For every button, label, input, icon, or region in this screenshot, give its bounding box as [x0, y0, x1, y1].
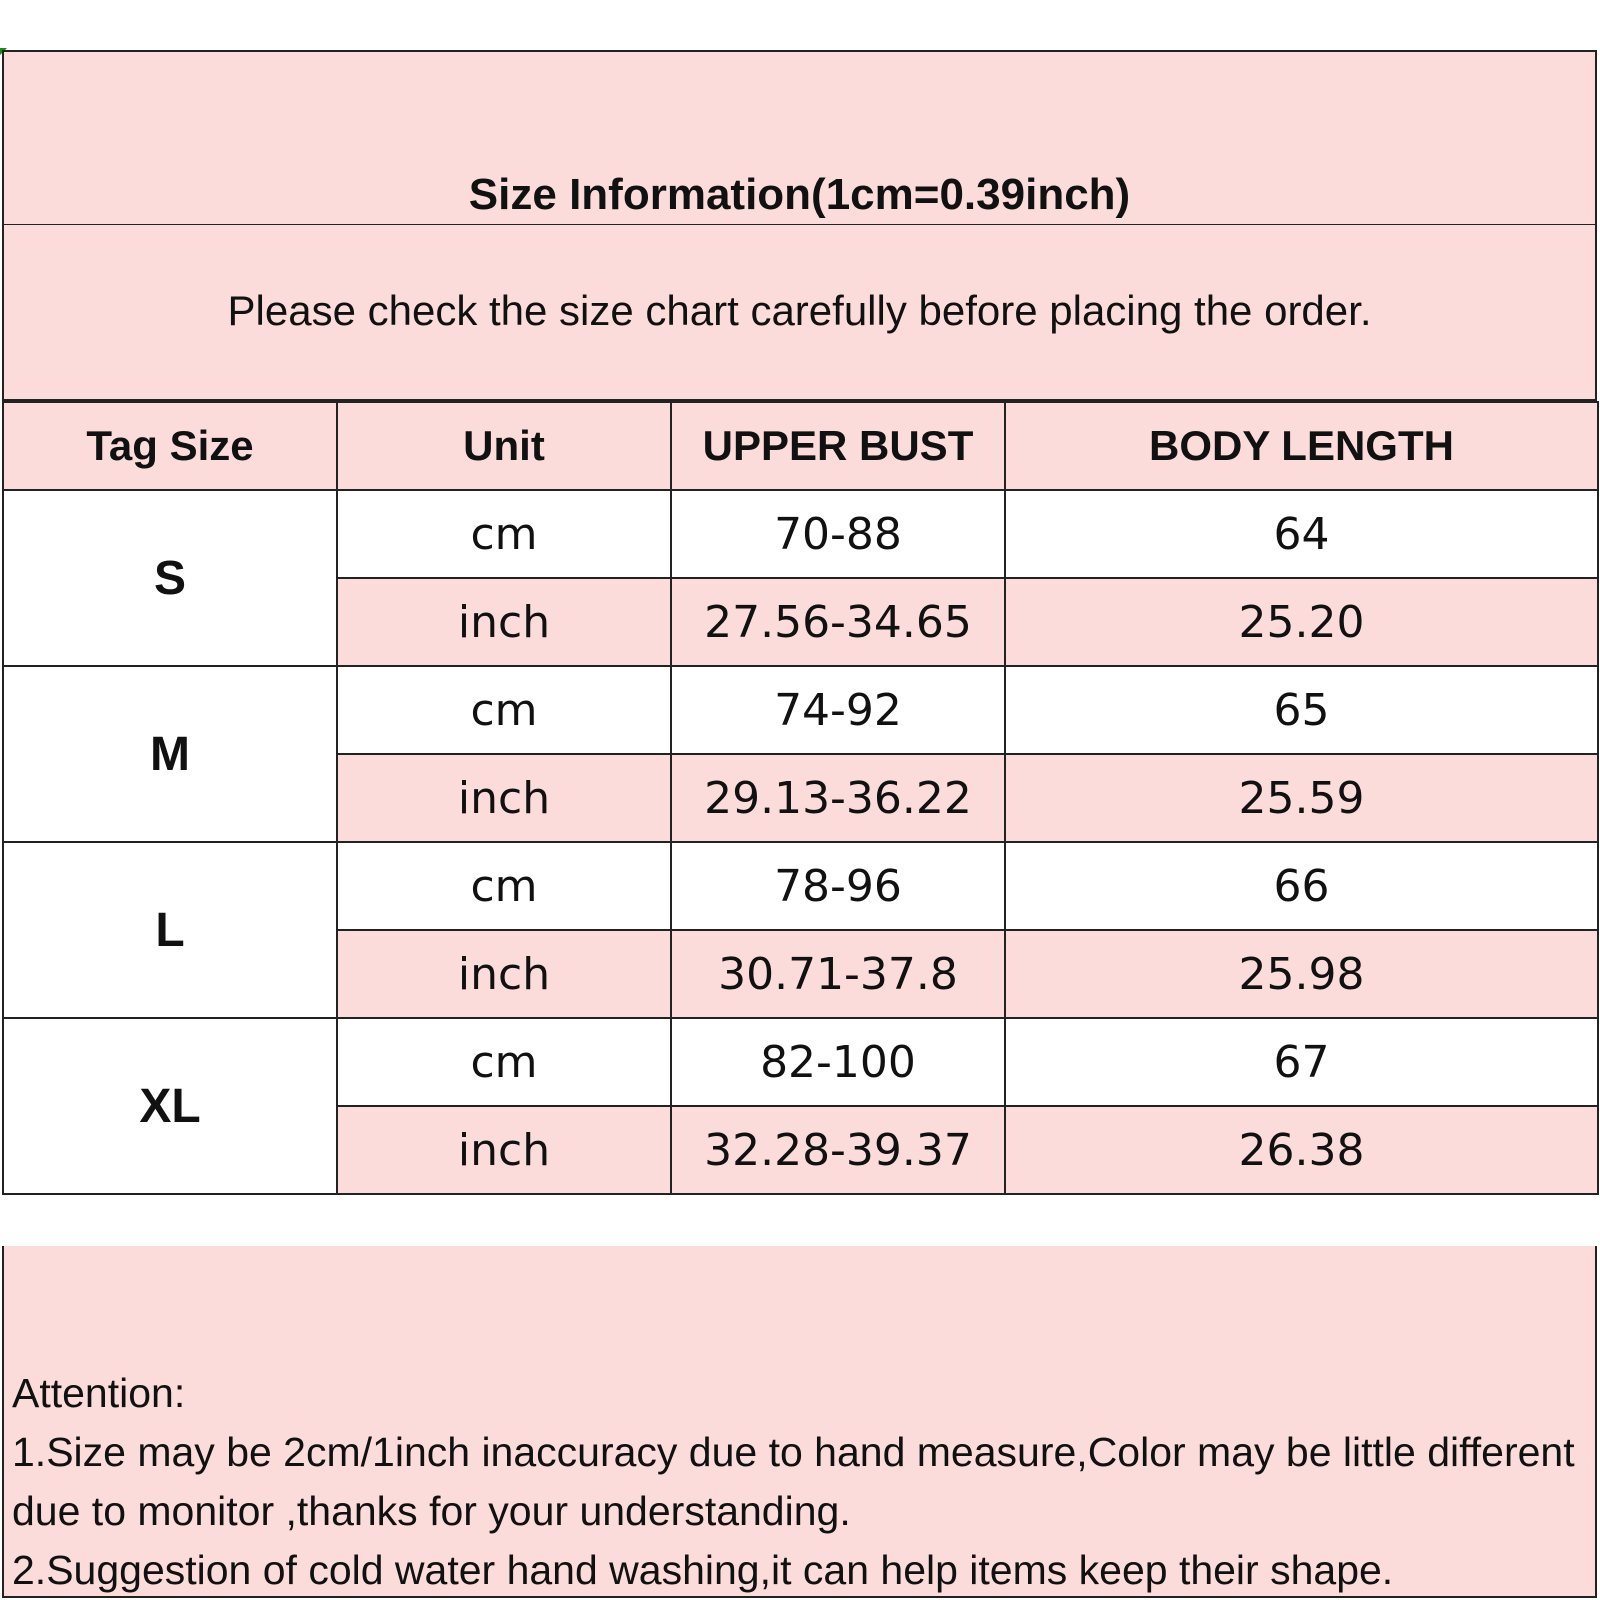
attention-panel	[2, 1246, 1597, 1598]
upper-bust-cell: 70-88	[671, 490, 1005, 578]
unit-cell: cm	[337, 666, 671, 754]
size-table	[2, 401, 1599, 1195]
body-length-cell: 25.20	[1005, 578, 1598, 666]
header-unit: Unit	[337, 402, 671, 490]
body-length-cell: 66	[1005, 842, 1598, 930]
unit-cell: inch	[337, 578, 671, 666]
body-length-cell: 64	[1005, 490, 1598, 578]
header-body-length: BODY LENGTH	[1005, 402, 1598, 490]
unit-cell: cm	[337, 490, 671, 578]
unit-cell: inch	[337, 754, 671, 842]
chart-title: Size Information(1cm=0.39inch)	[468, 170, 1131, 219]
table-row	[3, 490, 1598, 578]
upper-bust-cell: 82-100	[671, 1018, 1005, 1106]
upper-bust-cell: 27.56-34.65	[671, 578, 1005, 666]
upper-bust-cell: 32.28-39.37	[671, 1106, 1005, 1194]
upper-bust-cell: 30.71-37.8	[671, 930, 1005, 1018]
body-length-cell: 67	[1005, 1018, 1598, 1106]
table-row	[3, 1018, 1598, 1106]
tag-size-cell: S	[3, 490, 337, 666]
attention-heading: Attention:	[12, 1370, 186, 1416]
body-length-cell: 26.38	[1005, 1106, 1598, 1194]
body-length-cell: 65	[1005, 666, 1598, 754]
upper-bust-cell: 78-96	[671, 842, 1005, 930]
unit-cell: inch	[337, 1106, 671, 1194]
tag-size-cell: L	[3, 842, 337, 1018]
header-tag-size: Tag Size	[3, 402, 337, 490]
table-row	[3, 666, 1598, 754]
header-upper-bust: UPPER BUST	[671, 402, 1005, 490]
attention-line-2: 2.Suggestion of cold water hand washing,it can help items keep their shape.	[12, 1547, 1394, 1593]
notice-text: Please check the size chart carefully before placing the order.	[227, 287, 1372, 334]
tag-size-cell: M	[3, 666, 337, 842]
tag-size-cell: XL	[3, 1018, 337, 1194]
table-row	[3, 842, 1598, 930]
upper-bust-cell: 74-92	[671, 666, 1005, 754]
header-row	[3, 402, 1598, 490]
upper-bust-cell: 29.13-36.22	[671, 754, 1005, 842]
unit-cell: inch	[337, 930, 671, 1018]
body-length-cell: 25.59	[1005, 754, 1598, 842]
unit-cell: cm	[337, 842, 671, 930]
body-length-cell: 25.98	[1005, 930, 1598, 1018]
notice-band	[2, 225, 1597, 401]
unit-cell: cm	[337, 1018, 671, 1106]
attention-line-1: 1.Size may be 2cm/1inch inaccuracy due to hand measure,Color may be little different due to monitor ,thanks for your understanding.	[12, 1429, 1575, 1534]
attention-text	[12, 1364, 1587, 1600]
title-band	[2, 50, 1597, 226]
size-chart	[2, 50, 1597, 1593]
